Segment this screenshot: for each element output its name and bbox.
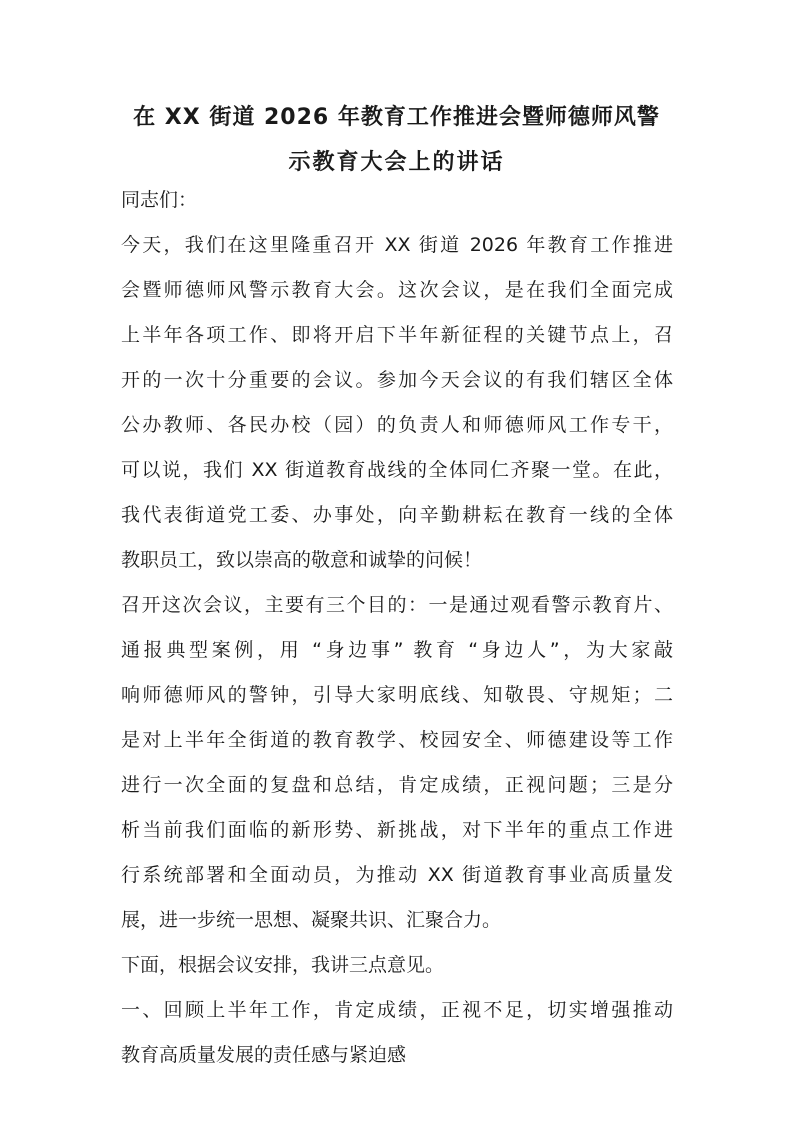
paragraph-line: 行系统部署和全面动员，为推动 XX 街道教育事业高质量发 (121, 864, 673, 886)
paragraph-line: 教职员工，致以崇高的敬意和诚挚的问候！ (121, 549, 483, 571)
document-title-line-2: 示教育大会上的讲话 (288, 150, 505, 175)
paragraph-line: 可以说，我们 XX 街道教育战线的全体同仁齐聚一堂。在此， (121, 459, 673, 481)
paragraph-line: 析当前我们面临的新形势、新挑战，对下半年的重点工作进 (121, 819, 673, 841)
paragraph-line: 是对上半年全街道的教育教学、校园安全、师德建设等工作 (121, 729, 673, 751)
paragraph-line: 上半年各项工作、即将开启下半年新征程的关键节点上，召 (121, 324, 673, 346)
paragraph-line: 响师德师风的警钟，引导大家明底线、知敬畏、守规矩；二 (121, 684, 673, 706)
paragraph-line: 进行一次全面的复盘和总结，肯定成绩，正视问题；三是分 (121, 774, 673, 796)
paragraph-line: 会暨师德师风警示教育大会。这次会议，是在我们全面完成 (121, 279, 673, 301)
paragraph-line: 召开这次会议，主要有三个目的：一是通过观看警示教育片、 (121, 594, 673, 616)
paragraph-line: 通报典型案例，用 “身边事” 教育 “身边人”，为大家敲 (121, 639, 673, 661)
paragraph-line: 我代表街道党工委、办事处，向辛勤耕耘在教育一线的全体 (121, 504, 673, 526)
paragraph-line: 下面，根据会议安排，我讲三点意见。 (121, 954, 445, 976)
salutation: 同志们： (121, 189, 198, 211)
paragraph-line: 公办教师、各民办校（园）的负责人和师德师风工作专干， (121, 414, 673, 436)
paragraph-line: 开的一次十分重要的会议。参加今天会议的有我们辖区全体 (121, 369, 673, 391)
section-heading-line: 教育高质量发展的责任感与紧迫感 (121, 1044, 407, 1066)
paragraph-line: 今天，我们在这里隆重召开 XX 街道 2026 年教育工作推进 (121, 234, 673, 256)
section-heading-line: 一、回顾上半年工作，肯定成绩，正视不足，切实增强推动 (121, 999, 673, 1021)
document-title-line-1: 在 XX 街道 2026 年教育工作推进会暨师德师风警 (133, 105, 660, 130)
paragraph-line: 展，进一步统一思想、凝聚共识、汇聚合力。 (121, 909, 502, 931)
